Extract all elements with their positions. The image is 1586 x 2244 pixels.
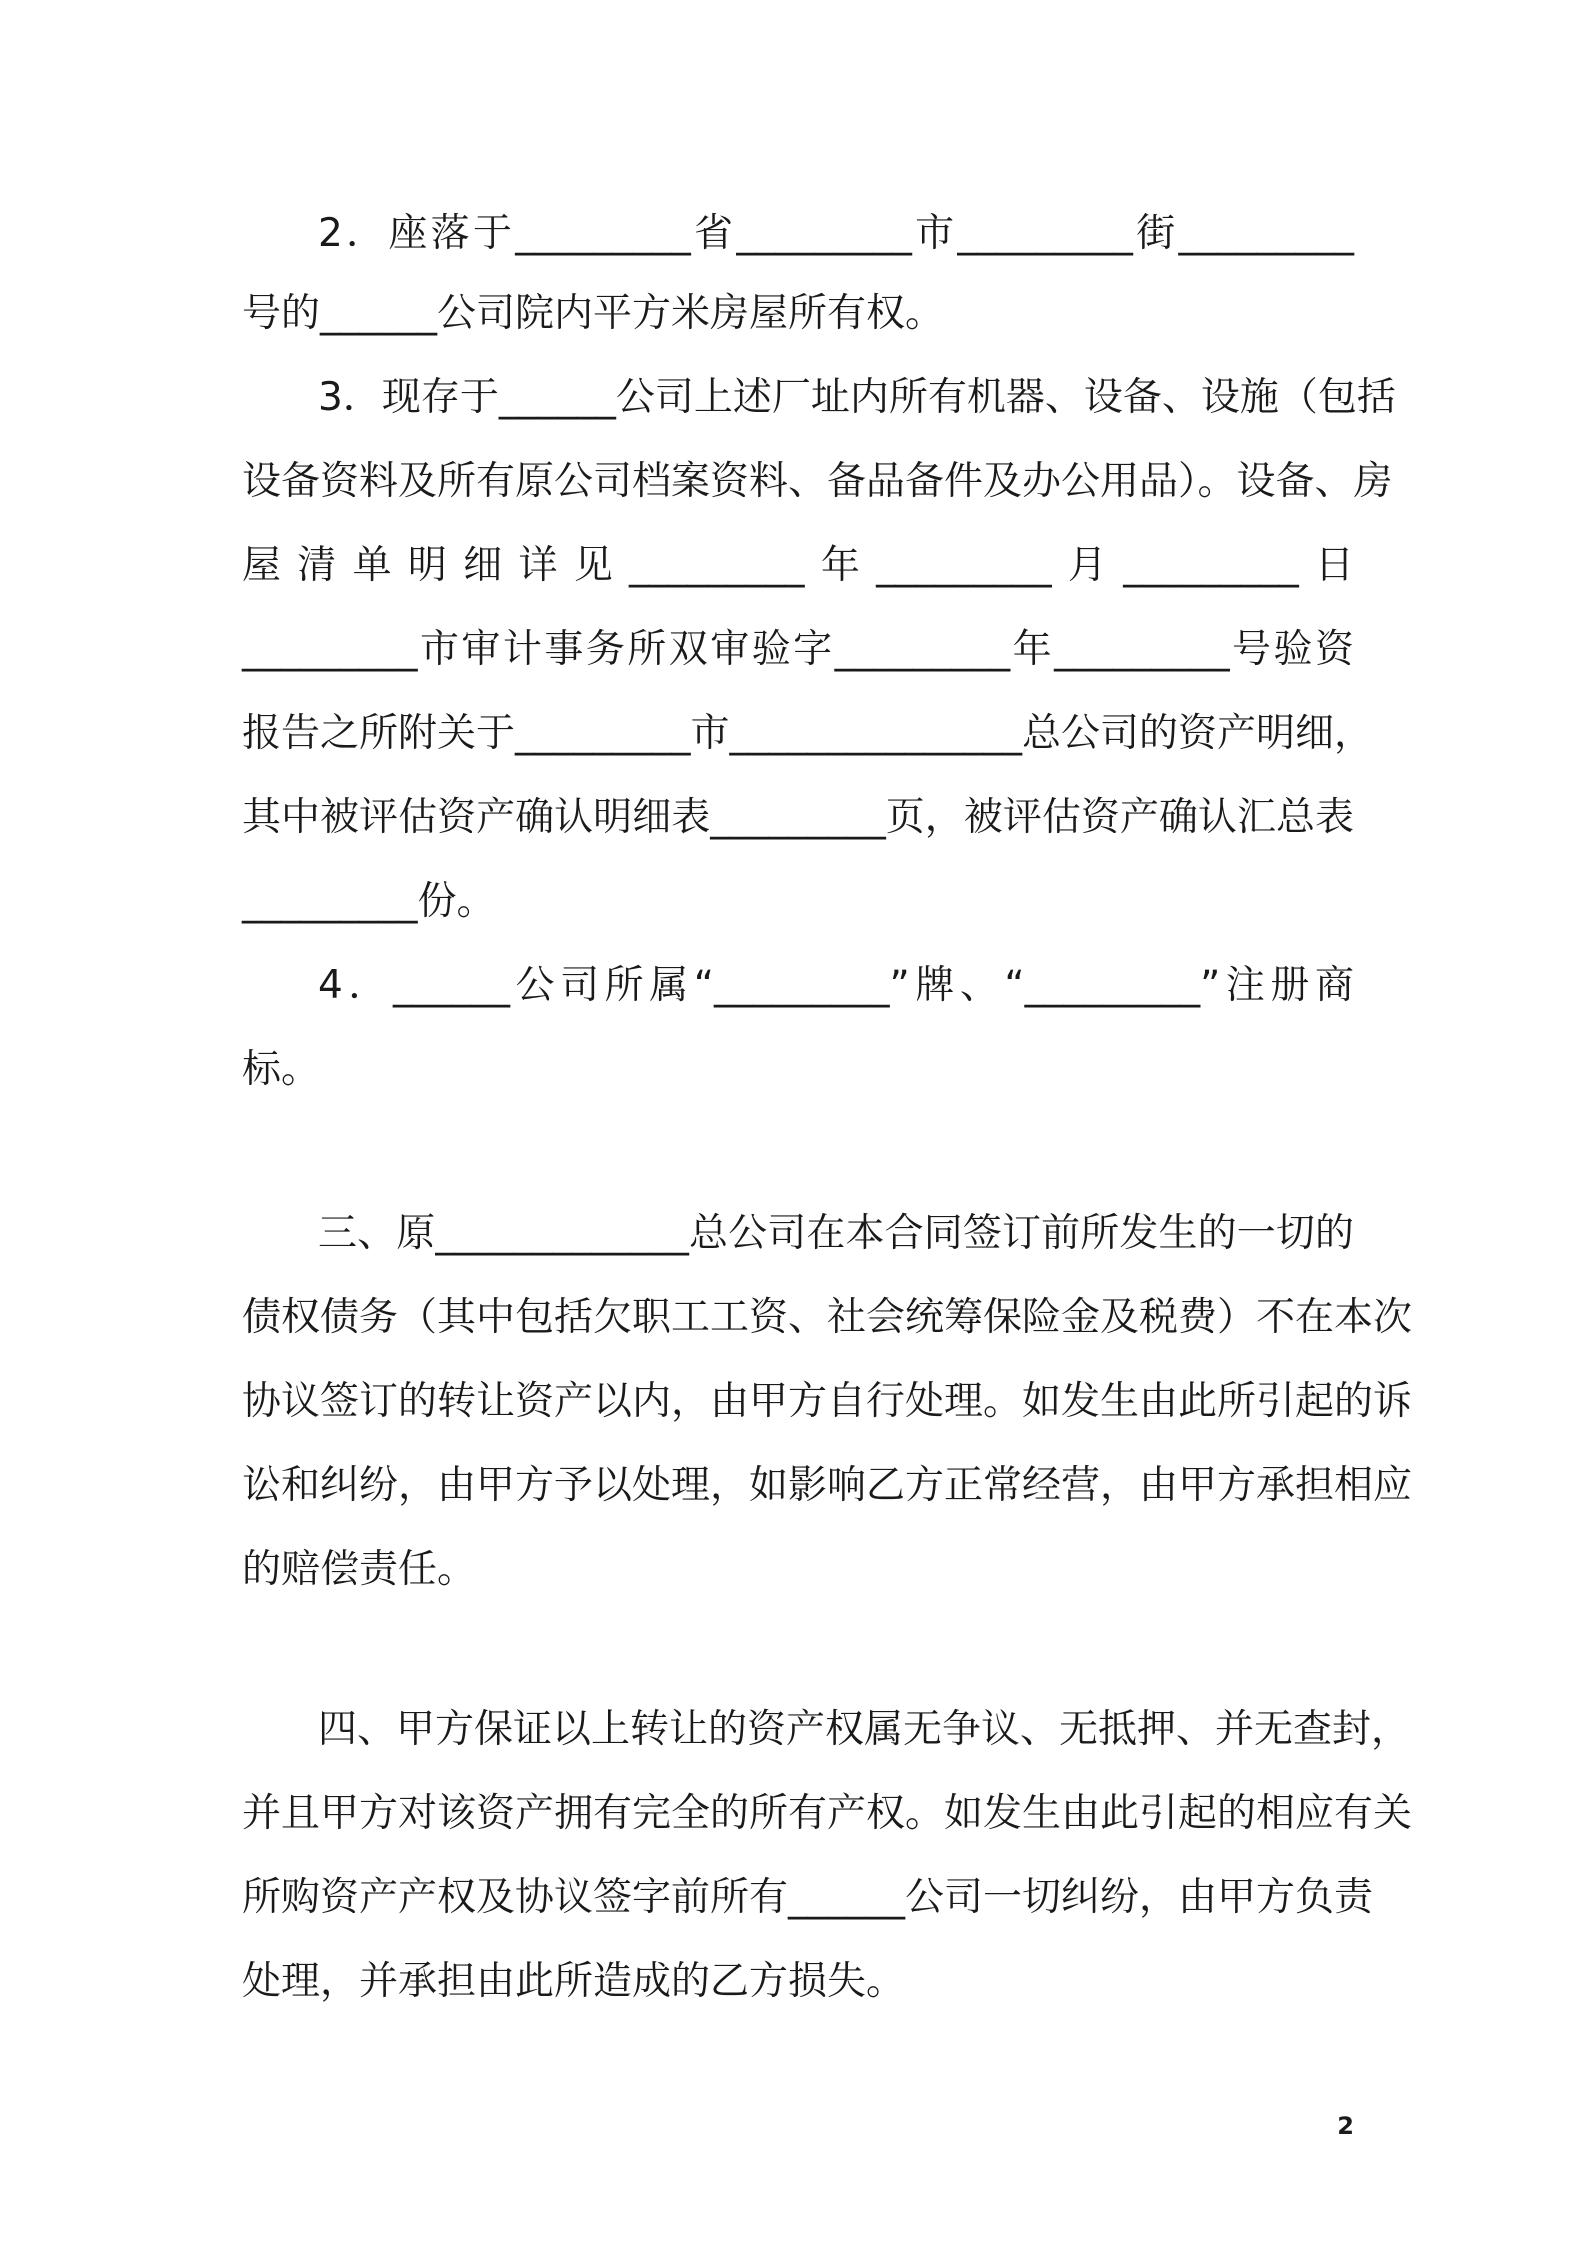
- text-line: 协议签订的转让资产以内，由甲方自行处理。如发生由此所引起的诉: [242, 1379, 1413, 1424]
- text-line: 号的______公司院内平方米房屋所有权。: [242, 291, 945, 336]
- text-line: 处理，并承担由此所造成的乙方损失。: [242, 1959, 906, 2004]
- text-line: 三、原_____________总公司在本合同签订前所发生的一切的: [318, 1211, 1354, 1256]
- text-line: 4．______公司所属“_________”牌、“_________”注册商: [318, 963, 1354, 1008]
- text-line: 债权债务（其中包括欠职工工资、社会统筹保险金及税费）不在本次: [242, 1295, 1413, 1340]
- text-line: 并且甲方对该资产拥有完全的所有产权。如发生由此引起的相应有关: [242, 1791, 1413, 1836]
- text-line: 标。: [242, 1047, 321, 1092]
- text-line: 讼和纠纷，由甲方予以处理，如影响乙方正常经营，由甲方承担相应: [242, 1463, 1413, 1508]
- text-line: 其中被评估资产确认明细表_________页，被评估资产确认汇总表: [242, 795, 1354, 840]
- text-line: 所购资产产权及协议签字前所有______公司一切纠纷，由甲方负责: [242, 1875, 1374, 1920]
- text-line: 设备资料及所有原公司档案资料、备品备件及办公用品）。设备、房: [242, 459, 1393, 504]
- text-line: 屋清单明细详见_________年_________月_________日: [242, 543, 1354, 588]
- text-line: 3．现存于______公司上述厂址内所有机器、设备、设施（包括: [318, 375, 1396, 420]
- text-line: 四、甲方保证以上转让的资产权属无争议、无抵押、并无查封，: [318, 1707, 1411, 1752]
- page-number: 2: [1337, 2112, 1354, 2140]
- text-line: 报告之所附关于_________市_______________总公司的资产明细，: [242, 711, 1374, 756]
- text-line: _________份。: [242, 879, 496, 924]
- text-line: 的赔偿责任。: [242, 1547, 477, 1592]
- text-line: _________市审计事务所双审验字_________年_________号验资: [242, 627, 1354, 672]
- text-line: 2．座落于_________省_________市_________街_________: [318, 211, 1354, 256]
